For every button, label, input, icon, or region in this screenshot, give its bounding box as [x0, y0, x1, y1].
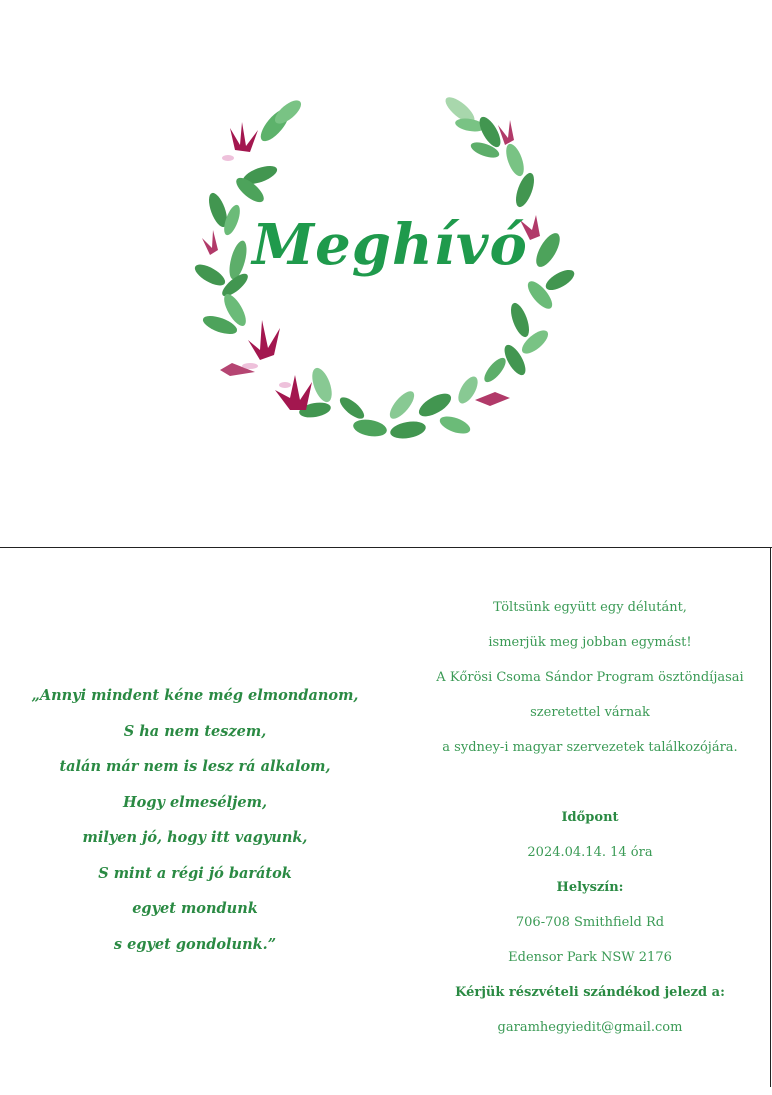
- poem-line: egyet mondunk: [132, 900, 258, 917]
- invitation-line: A Kőrösi Csoma Sándor Program ösztöndíjasai: [436, 670, 744, 685]
- invitation-line: Töltsünk együtt egy délutánt,: [493, 600, 687, 615]
- place-heading: Helyszín:: [556, 880, 624, 895]
- time-heading: Időpont: [561, 810, 619, 825]
- invitation-line: szeretettel várnak: [530, 705, 650, 720]
- invitation-title: Meghívó: [252, 212, 528, 278]
- poem-line: talán már nem is lesz rá alkalom,: [59, 758, 331, 775]
- invitation-details: [405, 590, 772, 1045]
- poem-line: s egyet gondolunk.”: [113, 935, 277, 953]
- rsvp-email: garamhegyiedit@gmail.com: [497, 1020, 683, 1035]
- invitation-line: a sydney-i magyar szervezetek találkozójára.: [442, 740, 738, 755]
- rsvp-heading: Kérjük részvételi szándékod jelezd a:: [455, 985, 725, 1000]
- invitation-line: ismerjük meg jobban egymást!: [488, 635, 692, 650]
- poem-line: milyen jó, hogy itt vagyunk,: [82, 829, 308, 846]
- fold-line: [0, 547, 772, 548]
- place-city: Edensor Park NSW 2176: [508, 950, 672, 965]
- poem-line: „Annyi mindent kéne még elmondanom,: [31, 687, 359, 704]
- poem-line: Hogy elmeséljem,: [122, 793, 268, 811]
- poem-line: S ha nem teszem,: [123, 722, 267, 740]
- place-street: 706-708 Smithfield Rd: [515, 915, 665, 930]
- spacer: [405, 765, 772, 800]
- time-value: 2024.04.14. 14 óra: [527, 845, 653, 860]
- poem-line: S mint a régi jó barátok: [98, 864, 292, 882]
- poem-quote: [20, 678, 370, 962]
